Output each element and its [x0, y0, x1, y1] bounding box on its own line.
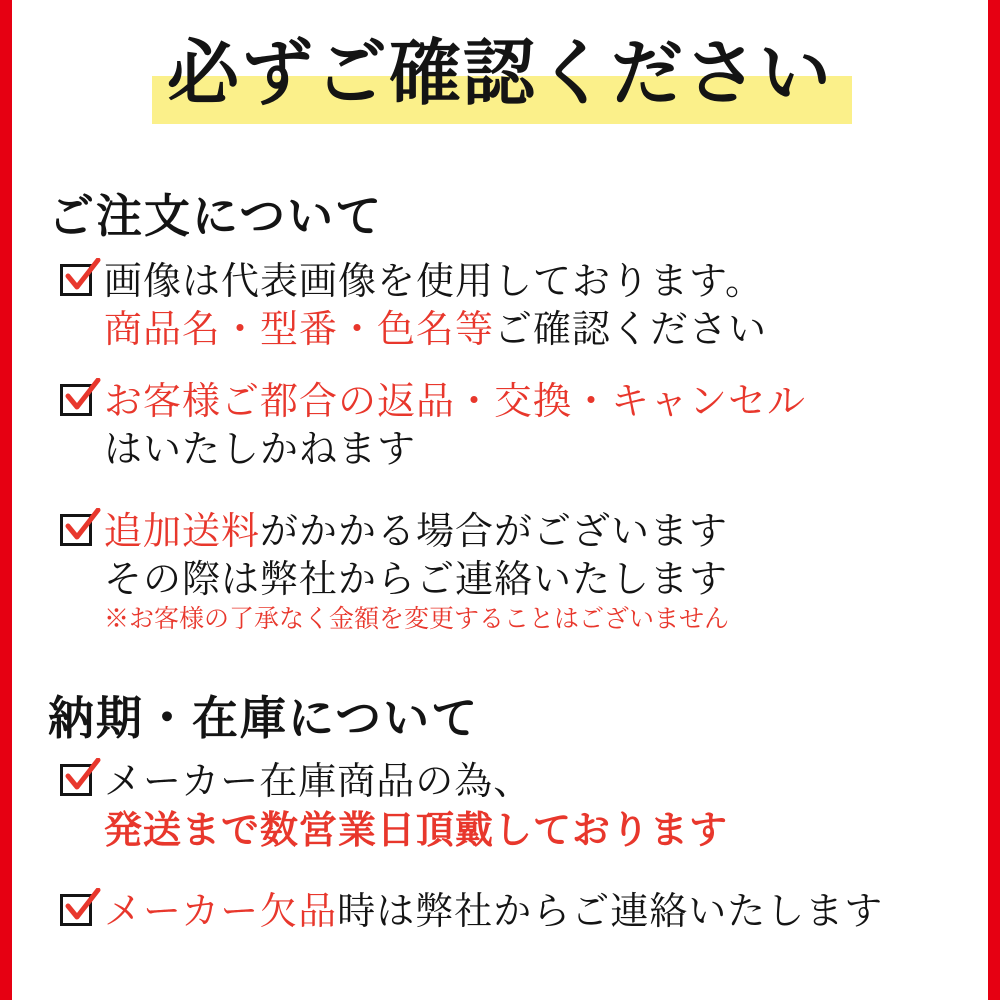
list-item: [60, 258, 988, 353]
page-title: 必ずご確認ください: [166, 30, 833, 115]
checkbox-checked-icon: [60, 764, 96, 800]
list-item-line: お客様ご都合の返品・交換・キャンセル: [104, 379, 807, 423]
list-item: [60, 888, 883, 936]
checkbox-checked-icon: [60, 264, 96, 300]
list-item-line: 商品名・型番・色名等ご確認ください: [104, 306, 768, 351]
list-item-line: その際は弊社からご連絡いたします: [104, 556, 729, 601]
list-item: [60, 378, 988, 473]
left-red-bar: [0, 0, 12, 1000]
section-heading-orders: ご注文について: [48, 189, 384, 243]
page-title-block: [12, 30, 988, 116]
section-heading-delivery: 納期・在庫について: [48, 691, 480, 745]
right-red-bar: [988, 0, 1000, 1000]
notice-content: [12, 0, 988, 1000]
list-item-line: 画像は代表画像を使用しております。: [104, 259, 764, 303]
checkbox-checked-icon: [60, 384, 96, 420]
checkbox-checked-icon: [60, 514, 96, 550]
list-item-line: メーカー欠品時は弊社からご連絡いたします: [104, 889, 884, 933]
checkbox-checked-icon: [60, 894, 96, 930]
list-item: [60, 758, 988, 853]
list-item-line: 発送まで数営業日頂戴しております: [104, 806, 729, 852]
list-item-line: メーカー在庫商品の為、: [104, 759, 533, 803]
list-item-line: はいたしかねます: [104, 426, 417, 471]
list-item-note: ※お客様の了承なく金額を変更することはございません: [104, 604, 730, 633]
list-item: [60, 508, 988, 634]
list-item-line: 追加送料がかかる場合がございます: [104, 509, 729, 553]
